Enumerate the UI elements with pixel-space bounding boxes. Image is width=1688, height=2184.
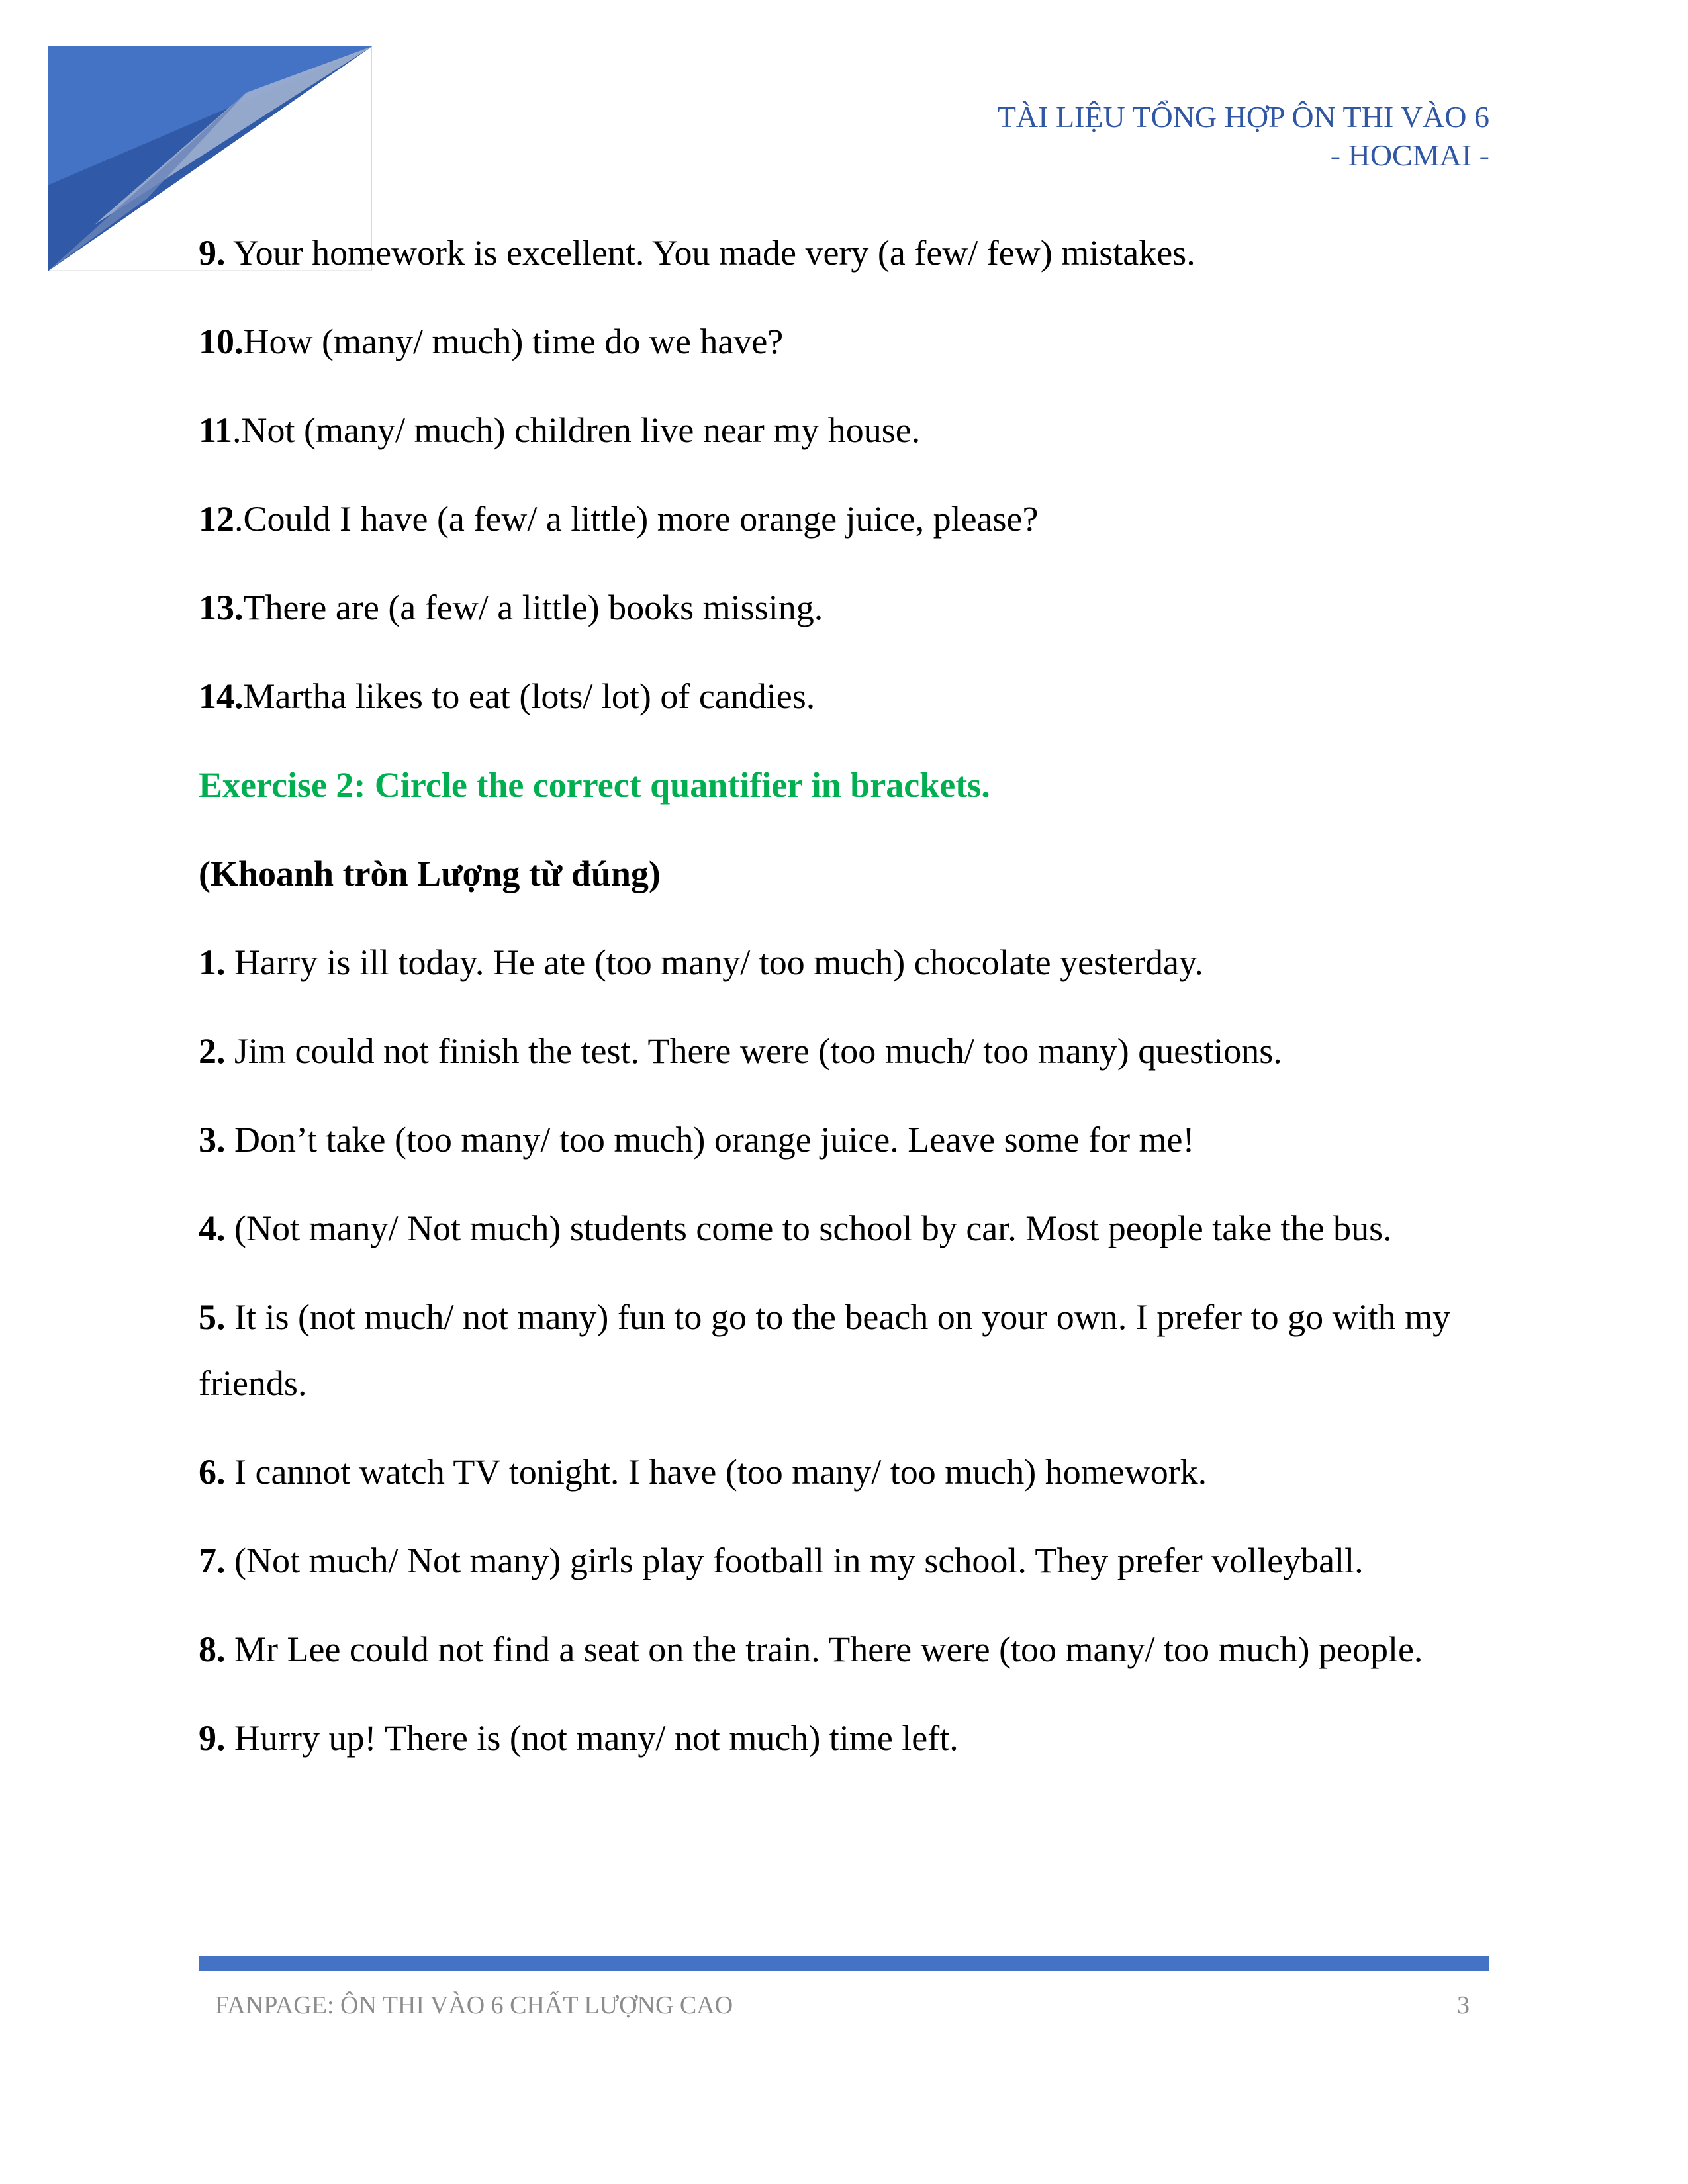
list-item xyxy=(199,1439,1489,1505)
item-number: 5. xyxy=(199,1297,226,1337)
item-number: 6. xyxy=(199,1452,226,1492)
list-item xyxy=(199,1107,1489,1173)
item-text: Martha likes to eat (lots/ lot) of candies. xyxy=(243,676,816,716)
item-text: (Not many/ Not much) students come to school by car. Most people take the bus. xyxy=(225,1208,1392,1248)
header-title: TÀI LIỆU TỔNG HỢP ÔN THI VÀO 6 xyxy=(997,100,1489,134)
item-text: Your homework is excellent. You made very (a few/ few) mistakes. xyxy=(225,233,1196,273)
item-number: 1. xyxy=(199,942,226,982)
item-text: It is (not much/ not many) fun to go to the beach on your own. I prefer to go with my friends. xyxy=(199,1297,1451,1403)
list-item xyxy=(199,486,1489,552)
item-text: Harry is ill today. He ate (too many/ too much) chocolate yesterday. xyxy=(225,942,1204,982)
list-item xyxy=(199,1616,1489,1682)
item-number: 3. xyxy=(199,1120,226,1160)
item-text: Mr Lee could not find a seat on the train. There were (too many/ too much) people. xyxy=(225,1629,1423,1669)
item-text: (Not much/ Not many) girls play football in my school. They prefer volleyball. xyxy=(225,1541,1364,1580)
item-number: 10. xyxy=(199,322,244,361)
document-header xyxy=(998,98,1489,175)
list-item xyxy=(199,663,1489,729)
list-item xyxy=(199,1705,1489,1771)
item-text: .Could I have (a few/ a little) more orange juice, please? xyxy=(234,499,1039,539)
list-item xyxy=(199,308,1489,375)
list-item xyxy=(199,929,1489,995)
item-number: 11 xyxy=(199,410,233,450)
item-text: I cannot watch TV tonight. I have (too many/ too much) homework. xyxy=(225,1452,1207,1492)
list-item xyxy=(199,1195,1489,1261)
item-text: Hurry up! There is (not many/ not much) time left. xyxy=(225,1718,959,1758)
item-number: 13. xyxy=(199,588,244,627)
item-number: 2. xyxy=(199,1031,226,1071)
list-item xyxy=(199,220,1489,286)
item-text: .Not (many/ much) children live near my house. xyxy=(232,410,921,450)
item-number: 8. xyxy=(199,1629,226,1669)
list-item xyxy=(199,1284,1489,1416)
item-number: 7. xyxy=(199,1541,226,1580)
document-body xyxy=(199,220,1489,1794)
list-item xyxy=(199,397,1489,463)
item-text: Jim could not finish the test. There were (too much/ too many) questions. xyxy=(225,1031,1282,1071)
item-number: 4. xyxy=(199,1208,226,1248)
page-number: 3 xyxy=(1457,1991,1470,2019)
item-text: How (many/ much) time do we have? xyxy=(243,322,784,361)
header-subtitle: - HOCMAI - xyxy=(1330,138,1489,172)
item-number: 14. xyxy=(199,676,244,716)
item-number: 12 xyxy=(199,499,234,539)
item-number: 9. xyxy=(199,233,226,273)
item-text: There are (a few/ a little) books missing. xyxy=(243,588,823,627)
footer-fanpage: FANPAGE: ÔN THI VÀO 6 CHẤT LƯỢNG CAO xyxy=(215,1991,733,2019)
list-item xyxy=(199,574,1489,641)
list-item xyxy=(199,1527,1489,1594)
list-item xyxy=(199,1018,1489,1084)
item-number: 9. xyxy=(199,1718,226,1758)
footer-divider xyxy=(199,1956,1489,1971)
exercise-subtitle: (Khoanh tròn Lượng từ đúng) xyxy=(199,854,661,893)
item-text: Don’t take (too many/ too much) orange juice. Leave some for me! xyxy=(225,1120,1195,1160)
exercise-title: Exercise 2: Circle the correct quantifier in brackets. xyxy=(199,765,990,805)
